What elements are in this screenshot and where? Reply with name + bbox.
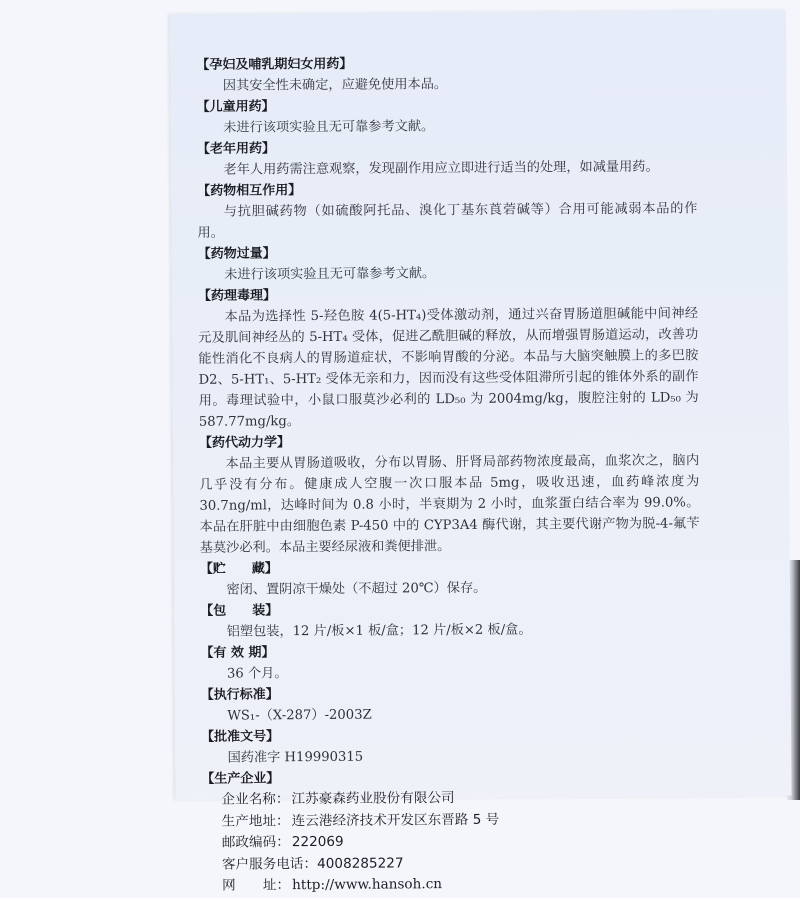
website-value: http://www.hansoh.cn xyxy=(292,876,443,894)
section-pregnancy xyxy=(196,52,696,96)
section-children xyxy=(197,94,697,138)
section-overdose xyxy=(198,241,698,285)
text-pregnancy: 因其安全性未确定，应避免使用本品。 xyxy=(222,77,448,94)
text-packaging: 铝塑包装，12 片/板×1 板/盒；12 片/板×2 板/盒。 xyxy=(226,622,532,640)
heading-children: 【儿童用药】 xyxy=(196,99,275,115)
section-storage xyxy=(200,556,700,600)
text-pharmacology: 本品为选择性 5-羟色胺 4(5-HT₄)受体激动剂，通过兴奋胃肠道胆碱能中间神经元及肌间神经丛的 5-HT₄ 受体，促进乙酰胆碱的释放，从而增强胃肠道运动，改善功能性消化不良病人的胃肠道症状，不影响胃酸的分泌。本品与大脑突触膜上的多巴胺 D2、5-HT₁、5-HT₂ 受体无亲和力，因而没有这些受体阻滞所引起的锥体外系的副作用。毒理试验中，小鼠口服莫沙必利的 LD₅₀ 为 2004mg/kg，腹腔注射的 LD₅₀ 为 587.77mg/kg。 xyxy=(198,306,699,430)
text-approval: 国药准字 H19990315 xyxy=(227,749,364,766)
website-label: 网 址： xyxy=(222,877,291,894)
company-name-value: 江苏豪森药业股份有限公司 xyxy=(291,790,455,808)
address-value: 连云港经济技术开发区东晋路 5 号 xyxy=(291,811,500,829)
heading-interactions: 【药物相互作用】 xyxy=(197,183,302,199)
section-elderly xyxy=(197,136,697,180)
text-children: 未进行该项实验且无可靠参考文献。 xyxy=(223,119,435,136)
heading-validity: 【有 效 期】 xyxy=(200,645,275,661)
section-pharmacology xyxy=(198,283,699,432)
package-insert-page xyxy=(170,10,791,894)
address-label: 生产地址： xyxy=(221,812,290,830)
text-pharmacokinetics: 本品主要从胃肠道吸收，分布以胃肠、肝肾局部药物浓度最高，血浆次之，脑内几乎没有分布。健康成人空腹一次口服本品 5mg，吸收迅速，血药峰浓度为 30.7ng/ml，达峰时间为 0.8 小时，半衰期为 2 小时，血浆蛋白结合率为 99.0%。本品在肝脏中由细胞色素 P-450 中的 CYP3A4 酶代谢，其主要代谢产物为脱-4-氟苄基莫沙必利。本品主要经尿液和粪便排泄。 xyxy=(199,453,700,556)
section-pharmacokinetics xyxy=(199,430,700,558)
section-validity xyxy=(200,640,700,684)
heading-elderly: 【老年用药】 xyxy=(196,141,276,157)
heading-packaging: 【包 装】 xyxy=(200,603,279,619)
heading-manufacturer: 【生产企业】 xyxy=(201,771,280,787)
section-standard xyxy=(201,682,701,726)
postcode-value: 222069 xyxy=(291,833,344,851)
section-approval xyxy=(201,724,701,768)
heading-standard: 【执行标准】 xyxy=(200,687,279,703)
text-storage: 密闭、置阴凉干燥处（不超过 20℃）保存。 xyxy=(226,580,487,598)
text-overdose: 未进行该项实验且无可靠参考文献。 xyxy=(224,266,436,283)
text-standard: WS₁-（X-287）-2003Z xyxy=(227,707,372,724)
section-manufacturer xyxy=(201,766,702,897)
section-interactions xyxy=(197,178,697,243)
heading-pharmacology: 【药理毒理】 xyxy=(197,288,277,304)
heading-pharmacokinetics: 【药代动力学】 xyxy=(198,435,291,451)
text-elderly: 老年人用药需注意观察，发现副作用应立即进行适当的处理，如减量用药。 xyxy=(223,159,659,178)
heading-pregnancy: 【孕妇及哺乳期妇女用药】 xyxy=(196,56,353,73)
text-validity: 36 个月。 xyxy=(226,666,288,682)
phone-label: 客户服务电话： xyxy=(221,855,318,873)
heading-storage: 【贮 藏】 xyxy=(199,561,278,577)
section-packaging xyxy=(200,598,700,642)
company-name-label: 企业名称： xyxy=(221,791,290,808)
text-interactions: 与抗胆碱药物（如硫酸阿托品、溴化丁基东莨菪碱等）合用可能减弱本品的作用。 xyxy=(197,201,698,241)
phone-value: 4008285227 xyxy=(317,854,404,872)
heading-approval: 【批准文号】 xyxy=(200,729,280,745)
heading-overdose: 【药物过量】 xyxy=(197,246,276,262)
postcode-label: 邮政编码： xyxy=(221,834,290,851)
website-line xyxy=(202,872,702,897)
insert-content xyxy=(196,52,702,898)
